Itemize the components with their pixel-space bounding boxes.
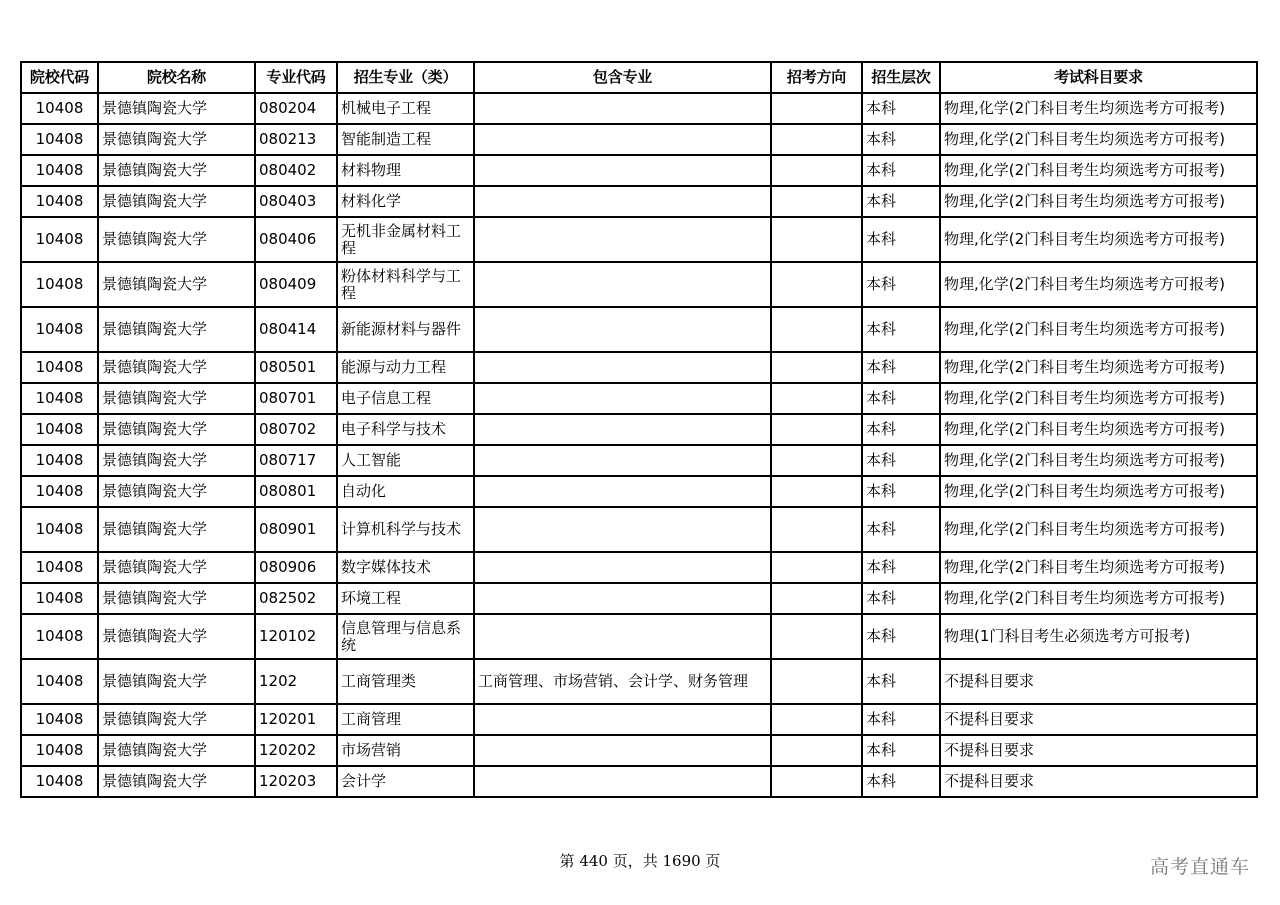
cell-major-code: 120102 [255, 614, 337, 659]
cell-level: 本科 [862, 217, 940, 262]
table-row [21, 659, 1257, 704]
cell-included-majors [474, 445, 771, 476]
cell-school-code: 10408 [21, 124, 98, 155]
cell-level: 本科 [862, 307, 940, 352]
cell-included-majors [474, 93, 771, 124]
cell-school-name: 景德镇陶瓷大学 [98, 659, 255, 704]
cell-subject-requirement: 物理,化学(2门科目考生均须选考方可报考) [940, 217, 1257, 262]
cell-school-name: 景德镇陶瓷大学 [98, 155, 255, 186]
cell-subject-requirement: 物理(1门科目考生必须选考方可报考) [940, 614, 1257, 659]
cell-school-name: 景德镇陶瓷大学 [98, 262, 255, 307]
cell-school-name: 景德镇陶瓷大学 [98, 307, 255, 352]
table-row [21, 704, 1257, 735]
table-row [21, 93, 1257, 124]
cell-major-code: 080717 [255, 445, 337, 476]
cell-major-code: 080901 [255, 507, 337, 552]
cell-included-majors [474, 217, 771, 262]
cell-major: 智能制造工程 [337, 124, 474, 155]
cell-school-code: 10408 [21, 414, 98, 445]
cell-direction [771, 507, 862, 552]
cell-direction [771, 414, 862, 445]
cell-subject-requirement: 物理,化学(2门科目考生均须选考方可报考) [940, 307, 1257, 352]
cell-school-name: 景德镇陶瓷大学 [98, 507, 255, 552]
cell-major: 信息管理与信息系统 [337, 614, 474, 659]
cell-school-name: 景德镇陶瓷大学 [98, 186, 255, 217]
cell-direction [771, 445, 862, 476]
cell-major: 数字媒体技术 [337, 552, 474, 583]
cell-included-majors [474, 155, 771, 186]
cell-major: 机械电子工程 [337, 93, 474, 124]
cell-included-majors: 工商管理、市场营销、会计学、财务管理 [474, 659, 771, 704]
cell-included-majors [474, 352, 771, 383]
cell-included-majors [474, 704, 771, 735]
cell-included-majors [474, 583, 771, 614]
cell-included-majors [474, 552, 771, 583]
cell-school-code: 10408 [21, 476, 98, 507]
cell-included-majors [474, 614, 771, 659]
cell-major-code: 082502 [255, 583, 337, 614]
cell-school-code: 10408 [21, 155, 98, 186]
cell-school-code: 10408 [21, 307, 98, 352]
cell-major: 电子科学与技术 [337, 414, 474, 445]
cell-level: 本科 [862, 659, 940, 704]
cell-level: 本科 [862, 155, 940, 186]
cell-major-code: 080414 [255, 307, 337, 352]
cell-major-code: 080403 [255, 186, 337, 217]
cell-school-name: 景德镇陶瓷大学 [98, 552, 255, 583]
cell-direction [771, 186, 862, 217]
cell-major: 无机非金属材料工程 [337, 217, 474, 262]
cell-major: 工商管理 [337, 704, 474, 735]
cell-school-name: 景德镇陶瓷大学 [98, 735, 255, 766]
table-row [21, 414, 1257, 445]
cell-school-code: 10408 [21, 352, 98, 383]
cell-major-code: 080801 [255, 476, 337, 507]
header-major: 招生专业（类） [337, 62, 474, 93]
cell-level: 本科 [862, 735, 940, 766]
watermark-text: 高考直通车 [1149, 856, 1250, 878]
cell-school-code: 10408 [21, 262, 98, 307]
cell-major: 能源与动力工程 [337, 352, 474, 383]
cell-major-code: 120203 [255, 766, 337, 797]
admission-table [20, 61, 1258, 798]
cell-school-code: 10408 [21, 507, 98, 552]
cell-school-name: 景德镇陶瓷大学 [98, 614, 255, 659]
cell-major-code: 080701 [255, 383, 337, 414]
cell-included-majors [474, 507, 771, 552]
cell-major-code: 120202 [255, 735, 337, 766]
cell-major: 自动化 [337, 476, 474, 507]
table-row [21, 262, 1257, 307]
cell-school-code: 10408 [21, 445, 98, 476]
header-level: 招生层次 [862, 62, 940, 93]
cell-school-code: 10408 [21, 704, 98, 735]
table-row [21, 124, 1257, 155]
cell-major-code: 080501 [255, 352, 337, 383]
cell-subject-requirement: 不提科目要求 [940, 659, 1257, 704]
cell-major: 会计学 [337, 766, 474, 797]
cell-major-code: 080204 [255, 93, 337, 124]
cell-direction [771, 659, 862, 704]
cell-school-name: 景德镇陶瓷大学 [98, 445, 255, 476]
table-row [21, 186, 1257, 217]
cell-level: 本科 [862, 186, 940, 217]
cell-level: 本科 [862, 507, 940, 552]
cell-subject-requirement: 物理,化学(2门科目考生均须选考方可报考) [940, 476, 1257, 507]
cell-school-name: 景德镇陶瓷大学 [98, 414, 255, 445]
cell-school-name: 景德镇陶瓷大学 [98, 383, 255, 414]
cell-direction [771, 124, 862, 155]
cell-direction [771, 614, 862, 659]
cell-major: 市场营销 [337, 735, 474, 766]
cell-subject-requirement: 物理,化学(2门科目考生均须选考方可报考) [940, 445, 1257, 476]
cell-level: 本科 [862, 583, 940, 614]
cell-direction [771, 307, 862, 352]
table-row [21, 383, 1257, 414]
cell-direction [771, 352, 862, 383]
cell-included-majors [474, 186, 771, 217]
cell-included-majors [474, 307, 771, 352]
cell-school-name: 景德镇陶瓷大学 [98, 352, 255, 383]
cell-direction [771, 383, 862, 414]
cell-subject-requirement: 物理,化学(2门科目考生均须选考方可报考) [940, 186, 1257, 217]
cell-level: 本科 [862, 383, 940, 414]
page-number: 第 440 页，共 1690 页 [559, 852, 721, 870]
cell-subject-requirement: 物理,化学(2门科目考生均须选考方可报考) [940, 414, 1257, 445]
table-row [21, 476, 1257, 507]
cell-subject-requirement: 物理,化学(2门科目考生均须选考方可报考) [940, 93, 1257, 124]
cell-level: 本科 [862, 766, 940, 797]
cell-major: 人工智能 [337, 445, 474, 476]
cell-school-code: 10408 [21, 186, 98, 217]
cell-major-code: 080906 [255, 552, 337, 583]
cell-major: 粉体材料科学与工程 [337, 262, 474, 307]
cell-direction [771, 476, 862, 507]
cell-direction [771, 155, 862, 186]
cell-major: 材料化学 [337, 186, 474, 217]
cell-school-code: 10408 [21, 552, 98, 583]
cell-subject-requirement: 物理,化学(2门科目考生均须选考方可报考) [940, 155, 1257, 186]
cell-level: 本科 [862, 476, 940, 507]
cell-school-code: 10408 [21, 614, 98, 659]
table-row [21, 552, 1257, 583]
cell-school-name: 景德镇陶瓷大学 [98, 583, 255, 614]
cell-direction [771, 704, 862, 735]
cell-level: 本科 [862, 93, 940, 124]
cell-included-majors [474, 262, 771, 307]
cell-school-name: 景德镇陶瓷大学 [98, 217, 255, 262]
cell-major-code: 080409 [255, 262, 337, 307]
cell-major: 电子信息工程 [337, 383, 474, 414]
cell-school-code: 10408 [21, 383, 98, 414]
header-school-code: 院校代码 [21, 62, 98, 93]
cell-subject-requirement: 物理,化学(2门科目考生均须选考方可报考) [940, 352, 1257, 383]
table-row [21, 583, 1257, 614]
cell-subject-requirement: 物理,化学(2门科目考生均须选考方可报考) [940, 383, 1257, 414]
cell-subject-requirement: 物理,化学(2门科目考生均须选考方可报考) [940, 262, 1257, 307]
table-row [21, 307, 1257, 352]
cell-major-code: 120201 [255, 704, 337, 735]
cell-school-name: 景德镇陶瓷大学 [98, 766, 255, 797]
cell-major-code: 1202 [255, 659, 337, 704]
cell-school-name: 景德镇陶瓷大学 [98, 704, 255, 735]
cell-major-code: 080406 [255, 217, 337, 262]
header-subject-requirement: 考试科目要求 [940, 62, 1257, 93]
cell-direction [771, 217, 862, 262]
header-school-name: 院校名称 [98, 62, 255, 93]
cell-major-code: 080213 [255, 124, 337, 155]
table-row [21, 217, 1257, 262]
cell-major: 环境工程 [337, 583, 474, 614]
cell-subject-requirement: 物理,化学(2门科目考生均须选考方可报考) [940, 583, 1257, 614]
cell-included-majors [474, 383, 771, 414]
cell-direction [771, 735, 862, 766]
cell-level: 本科 [862, 124, 940, 155]
cell-subject-requirement: 不提科目要求 [940, 704, 1257, 735]
cell-direction [771, 583, 862, 614]
cell-school-code: 10408 [21, 583, 98, 614]
cell-level: 本科 [862, 704, 940, 735]
cell-level: 本科 [862, 614, 940, 659]
table-row [21, 445, 1257, 476]
table-body [21, 93, 1257, 797]
cell-school-code: 10408 [21, 93, 98, 124]
header-row [21, 62, 1257, 93]
header-included-majors: 包含专业 [474, 62, 771, 93]
cell-major-code: 080402 [255, 155, 337, 186]
cell-level: 本科 [862, 352, 940, 383]
cell-direction [771, 262, 862, 307]
cell-subject-requirement: 不提科目要求 [940, 766, 1257, 797]
cell-included-majors [474, 735, 771, 766]
cell-subject-requirement: 物理,化学(2门科目考生均须选考方可报考) [940, 507, 1257, 552]
header-major-code: 专业代码 [255, 62, 337, 93]
table-row [21, 614, 1257, 659]
cell-level: 本科 [862, 552, 940, 583]
cell-major: 新能源材料与器件 [337, 307, 474, 352]
cell-school-name: 景德镇陶瓷大学 [98, 124, 255, 155]
cell-major: 材料物理 [337, 155, 474, 186]
cell-included-majors [474, 476, 771, 507]
cell-direction [771, 93, 862, 124]
cell-level: 本科 [862, 262, 940, 307]
cell-school-name: 景德镇陶瓷大学 [98, 476, 255, 507]
cell-level: 本科 [862, 414, 940, 445]
table-row [21, 352, 1257, 383]
cell-school-code: 10408 [21, 659, 98, 704]
cell-major: 计算机科学与技术 [337, 507, 474, 552]
cell-level: 本科 [862, 445, 940, 476]
cell-included-majors [474, 124, 771, 155]
cell-major-code: 080702 [255, 414, 337, 445]
cell-included-majors [474, 766, 771, 797]
cell-school-name: 景德镇陶瓷大学 [98, 93, 255, 124]
cell-subject-requirement: 物理,化学(2门科目考生均须选考方可报考) [940, 124, 1257, 155]
table-row [21, 735, 1257, 766]
cell-direction [771, 552, 862, 583]
cell-school-code: 10408 [21, 217, 98, 262]
table-row [21, 507, 1257, 552]
cell-included-majors [474, 414, 771, 445]
cell-school-code: 10408 [21, 766, 98, 797]
header-direction: 招考方向 [771, 62, 862, 93]
cell-subject-requirement: 物理,化学(2门科目考生均须选考方可报考) [940, 552, 1257, 583]
table-row [21, 766, 1257, 797]
cell-major: 工商管理类 [337, 659, 474, 704]
cell-subject-requirement: 不提科目要求 [940, 735, 1257, 766]
cell-direction [771, 766, 862, 797]
table-row [21, 155, 1257, 186]
cell-school-code: 10408 [21, 735, 98, 766]
